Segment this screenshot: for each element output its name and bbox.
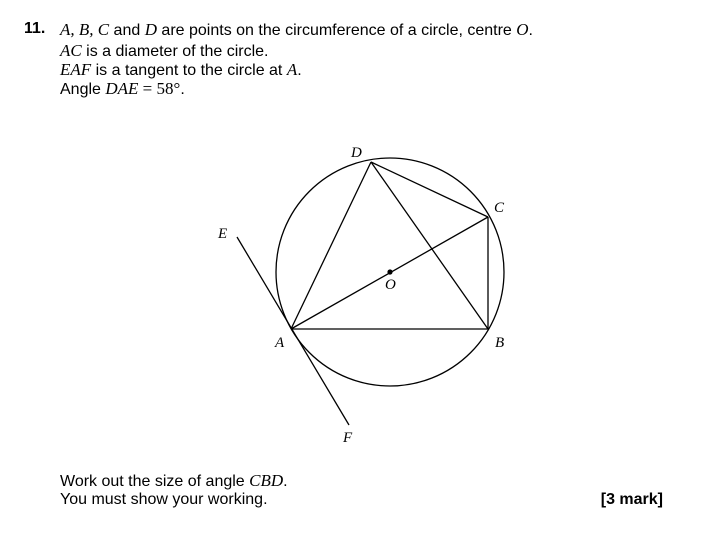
tangent-line — [237, 237, 349, 425]
angle-cbd: CBD — [249, 471, 284, 490]
text: is a diameter of the circle. — [81, 43, 269, 60]
centre-dot — [387, 269, 392, 274]
label-d: D — [351, 145, 362, 161]
label-f: F — [343, 430, 353, 446]
text: Work out the size of angle — [60, 473, 250, 490]
label-e: E — [218, 226, 228, 242]
label-o: O — [385, 277, 396, 293]
text: is a tangent to the circle at — [91, 62, 287, 79]
label-b: B — [495, 335, 505, 351]
task-line-2: You must show your working. — [60, 491, 268, 508]
text: . — [528, 22, 533, 39]
angle-dae: DAE — [105, 79, 139, 98]
text: Angle — [60, 81, 106, 98]
task-line-1 — [60, 471, 288, 491]
text: and — [109, 22, 145, 39]
label-a: A — [275, 335, 285, 351]
centre-o: O — [516, 20, 529, 39]
text: . — [180, 81, 185, 98]
diameter-ac: AC — [60, 41, 82, 60]
text: . — [283, 473, 288, 490]
angle-value: = 58° — [138, 79, 181, 98]
marks-badge: [3 mark] — [600, 491, 663, 508]
label-c: C — [494, 200, 505, 216]
question-number: 11. — [24, 20, 46, 37]
tangent-eaf: EAF — [60, 60, 92, 79]
points-abc: A, B, C — [60, 20, 110, 39]
point-a: A — [286, 60, 298, 79]
chord-dc — [371, 162, 488, 217]
chord-ad — [291, 162, 371, 329]
text: are points on the circumference of a circle, centre — [156, 22, 517, 39]
text: . — [297, 62, 302, 79]
point-d: D — [144, 20, 157, 39]
chord-db — [371, 162, 488, 329]
